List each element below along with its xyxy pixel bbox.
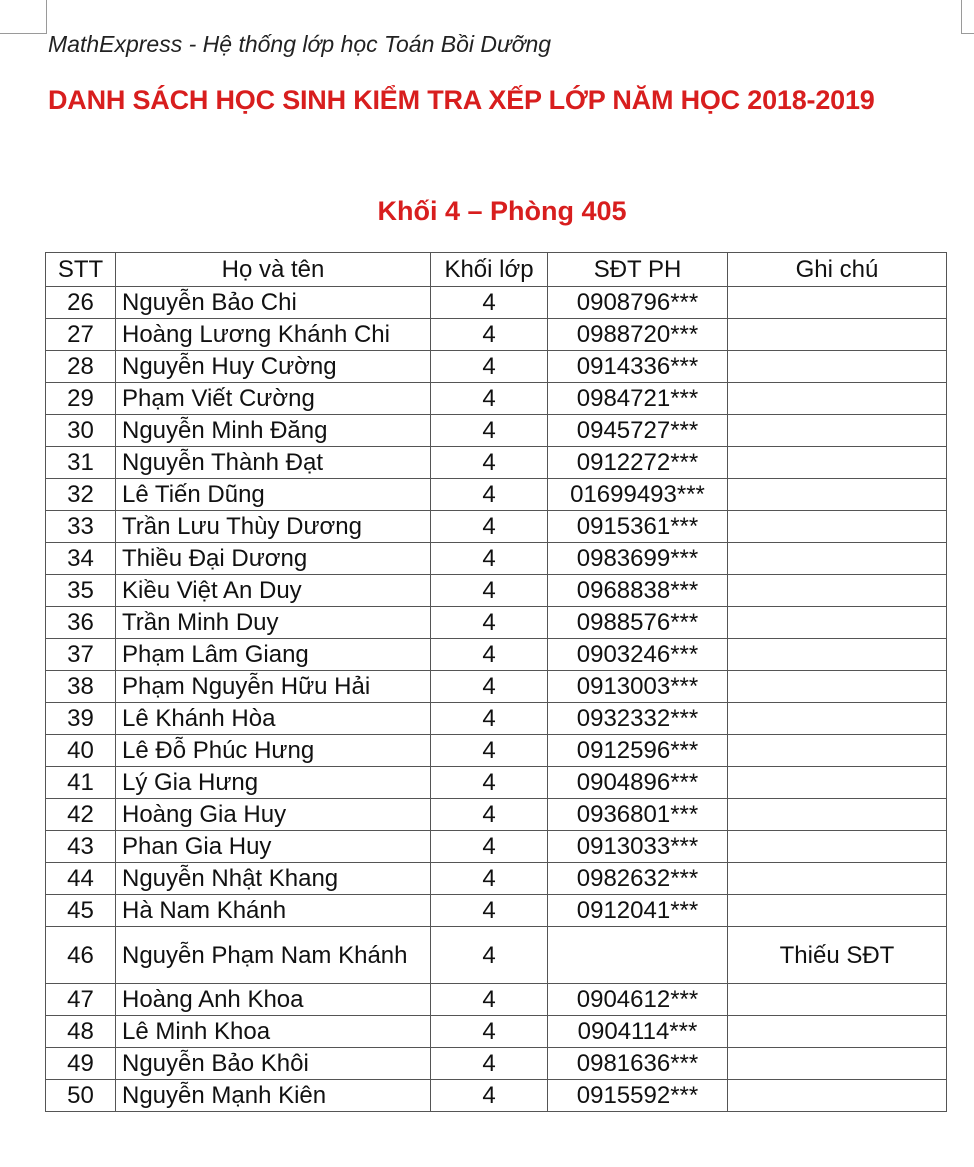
cell-grade: 4 [431,351,548,383]
cell-grade: 4 [431,1048,548,1080]
table-row [46,287,947,319]
cell-name: Hoàng Gia Huy [116,799,431,831]
table-row [46,863,947,895]
cell-grade: 4 [431,895,548,927]
cell-phone: 0904896*** [548,767,728,799]
table-row [46,735,947,767]
cell-grade: 4 [431,383,548,415]
cell-stt: 44 [46,863,116,895]
cell-stt: 35 [46,575,116,607]
cell-grade: 4 [431,287,548,319]
cell-name: Phan Gia Huy [116,831,431,863]
cell-note [728,767,947,799]
cell-name: Hoàng Lương Khánh Chi [116,319,431,351]
cell-phone: 0932332*** [548,703,728,735]
column-header-stt: STT [46,253,116,287]
cell-note [728,415,947,447]
cell-stt: 46 [46,927,116,984]
page-corner-mark-left [0,0,47,34]
cell-stt: 42 [46,799,116,831]
cell-stt: 27 [46,319,116,351]
cell-note [728,671,947,703]
cell-grade: 4 [431,767,548,799]
cell-grade: 4 [431,415,548,447]
column-header-name: Họ và tên [116,253,431,287]
cell-stt: 48 [46,1016,116,1048]
cell-phone: 0968838*** [548,575,728,607]
column-header-phone: SĐT PH [548,253,728,287]
cell-name: Lê Đỗ Phúc Hưng [116,735,431,767]
cell-phone: 0945727*** [548,415,728,447]
cell-phone [548,927,728,984]
cell-grade: 4 [431,984,548,1016]
cell-grade: 4 [431,703,548,735]
table-row [46,767,947,799]
student-roster-table [45,252,947,1112]
cell-note [728,479,947,511]
cell-grade: 4 [431,447,548,479]
cell-name: Phạm Nguyễn Hữu Hải [116,671,431,703]
cell-name: Nguyễn Thành Đạt [116,447,431,479]
cell-grade: 4 [431,575,548,607]
cell-note [728,319,947,351]
cell-name: Phạm Lâm Giang [116,639,431,671]
table-row [46,703,947,735]
cell-phone: 0904612*** [548,984,728,1016]
cell-name: Nguyễn Huy Cường [116,351,431,383]
cell-phone: 01699493*** [548,479,728,511]
cell-stt: 30 [46,415,116,447]
cell-grade: 4 [431,863,548,895]
cell-grade: 4 [431,927,548,984]
cell-stt: 26 [46,287,116,319]
table-row [46,543,947,575]
cell-grade: 4 [431,1016,548,1048]
cell-stt: 45 [46,895,116,927]
cell-note [728,984,947,1016]
table-row [46,1048,947,1080]
table-header-row [46,253,947,287]
cell-phone: 0988720*** [548,319,728,351]
cell-note [728,351,947,383]
cell-note [728,799,947,831]
group-room-subtitle: Khối 4 – Phòng 405 [377,196,627,226]
cell-note [728,1048,947,1080]
cell-stt: 32 [46,479,116,511]
table-row [46,927,947,984]
cell-phone: 0981636*** [548,1048,728,1080]
table-row [46,415,947,447]
cell-name: Nguyễn Minh Đăng [116,415,431,447]
cell-phone: 0913003*** [548,671,728,703]
cell-name: Lê Minh Khoa [116,1016,431,1048]
column-header-grade: Khối lớp [431,253,548,287]
cell-phone: 0912272*** [548,447,728,479]
cell-phone: 0988576*** [548,607,728,639]
cell-grade: 4 [431,479,548,511]
cell-stt: 41 [46,767,116,799]
cell-name: Nguyễn Nhật Khang [116,863,431,895]
cell-note [728,543,947,575]
cell-stt: 37 [46,639,116,671]
cell-stt: 29 [46,383,116,415]
cell-note [728,863,947,895]
cell-name: Phạm Viết Cường [116,383,431,415]
cell-stt: 28 [46,351,116,383]
column-header-note: Ghi chú [728,253,947,287]
table-row [46,1080,947,1112]
cell-grade: 4 [431,511,548,543]
document-title: DANH SÁCH HỌC SINH KIỂM TRA XẾP LỚP NĂM HỌC 2018-2019 [48,85,875,115]
cell-stt: 47 [46,984,116,1016]
table-row [46,895,947,927]
cell-phone: 0982632*** [548,863,728,895]
organization-name: MathExpress - Hệ thống lớp học Toán Bồi Dưỡng [48,31,552,57]
cell-name: Nguyễn Mạnh Kiên [116,1080,431,1112]
cell-name: Lê Khánh Hòa [116,703,431,735]
cell-grade: 4 [431,1080,548,1112]
cell-phone: 0903246*** [548,639,728,671]
cell-grade: 4 [431,671,548,703]
cell-note [728,895,947,927]
cell-grade: 4 [431,543,548,575]
cell-stt: 36 [46,607,116,639]
table-row [46,1016,947,1048]
cell-note [728,703,947,735]
cell-phone: 0983699*** [548,543,728,575]
table-body [46,287,947,1112]
cell-note [728,511,947,543]
cell-name: Nguyễn Bảo Khôi [116,1048,431,1080]
cell-name: Nguyễn Bảo Chi [116,287,431,319]
cell-stt: 50 [46,1080,116,1112]
cell-name: Lý Gia Hưng [116,767,431,799]
table-row [46,799,947,831]
table-row [46,671,947,703]
cell-grade: 4 [431,319,548,351]
cell-phone: 0912596*** [548,735,728,767]
cell-note [728,1016,947,1048]
cell-note [728,383,947,415]
table-row [46,607,947,639]
cell-stt: 34 [46,543,116,575]
cell-stt: 43 [46,831,116,863]
cell-phone: 0984721*** [548,383,728,415]
table-row [46,319,947,351]
cell-phone: 0914336*** [548,351,728,383]
table-row [46,447,947,479]
cell-stt: 38 [46,671,116,703]
table-row [46,639,947,671]
cell-phone: 0915592*** [548,1080,728,1112]
cell-name: Trần Lưu Thùy Dương [116,511,431,543]
cell-name: Trần Minh Duy [116,607,431,639]
cell-note [728,575,947,607]
cell-note [728,1080,947,1112]
cell-stt: 39 [46,703,116,735]
cell-stt: 31 [46,447,116,479]
cell-note [728,735,947,767]
cell-note [728,831,947,863]
cell-note [728,447,947,479]
cell-stt: 49 [46,1048,116,1080]
table-row [46,351,947,383]
cell-note [728,639,947,671]
table-row [46,479,947,511]
cell-stt: 33 [46,511,116,543]
cell-grade: 4 [431,735,548,767]
cell-phone: 0904114*** [548,1016,728,1048]
page-corner-mark-right [961,0,974,34]
table-row [46,831,947,863]
table-row [46,511,947,543]
cell-name: Hà Nam Khánh [116,895,431,927]
cell-phone: 0908796*** [548,287,728,319]
cell-stt: 40 [46,735,116,767]
table-row [46,575,947,607]
cell-grade: 4 [431,639,548,671]
cell-phone: 0915361*** [548,511,728,543]
table-row [46,984,947,1016]
cell-name: Thiều Đại Dương [116,543,431,575]
cell-phone: 0936801*** [548,799,728,831]
cell-grade: 4 [431,831,548,863]
cell-grade: 4 [431,607,548,639]
cell-note [728,287,947,319]
cell-note [728,607,947,639]
cell-name: Nguyễn Phạm Nam Khánh [116,927,431,984]
cell-phone: 0913033*** [548,831,728,863]
cell-phone: 0912041*** [548,895,728,927]
cell-grade: 4 [431,799,548,831]
cell-note: Thiếu SĐT [728,927,947,984]
table-row [46,383,947,415]
cell-name: Hoàng Anh Khoa [116,984,431,1016]
cell-name: Lê Tiến Dũng [116,479,431,511]
cell-name: Kiều Việt An Duy [116,575,431,607]
